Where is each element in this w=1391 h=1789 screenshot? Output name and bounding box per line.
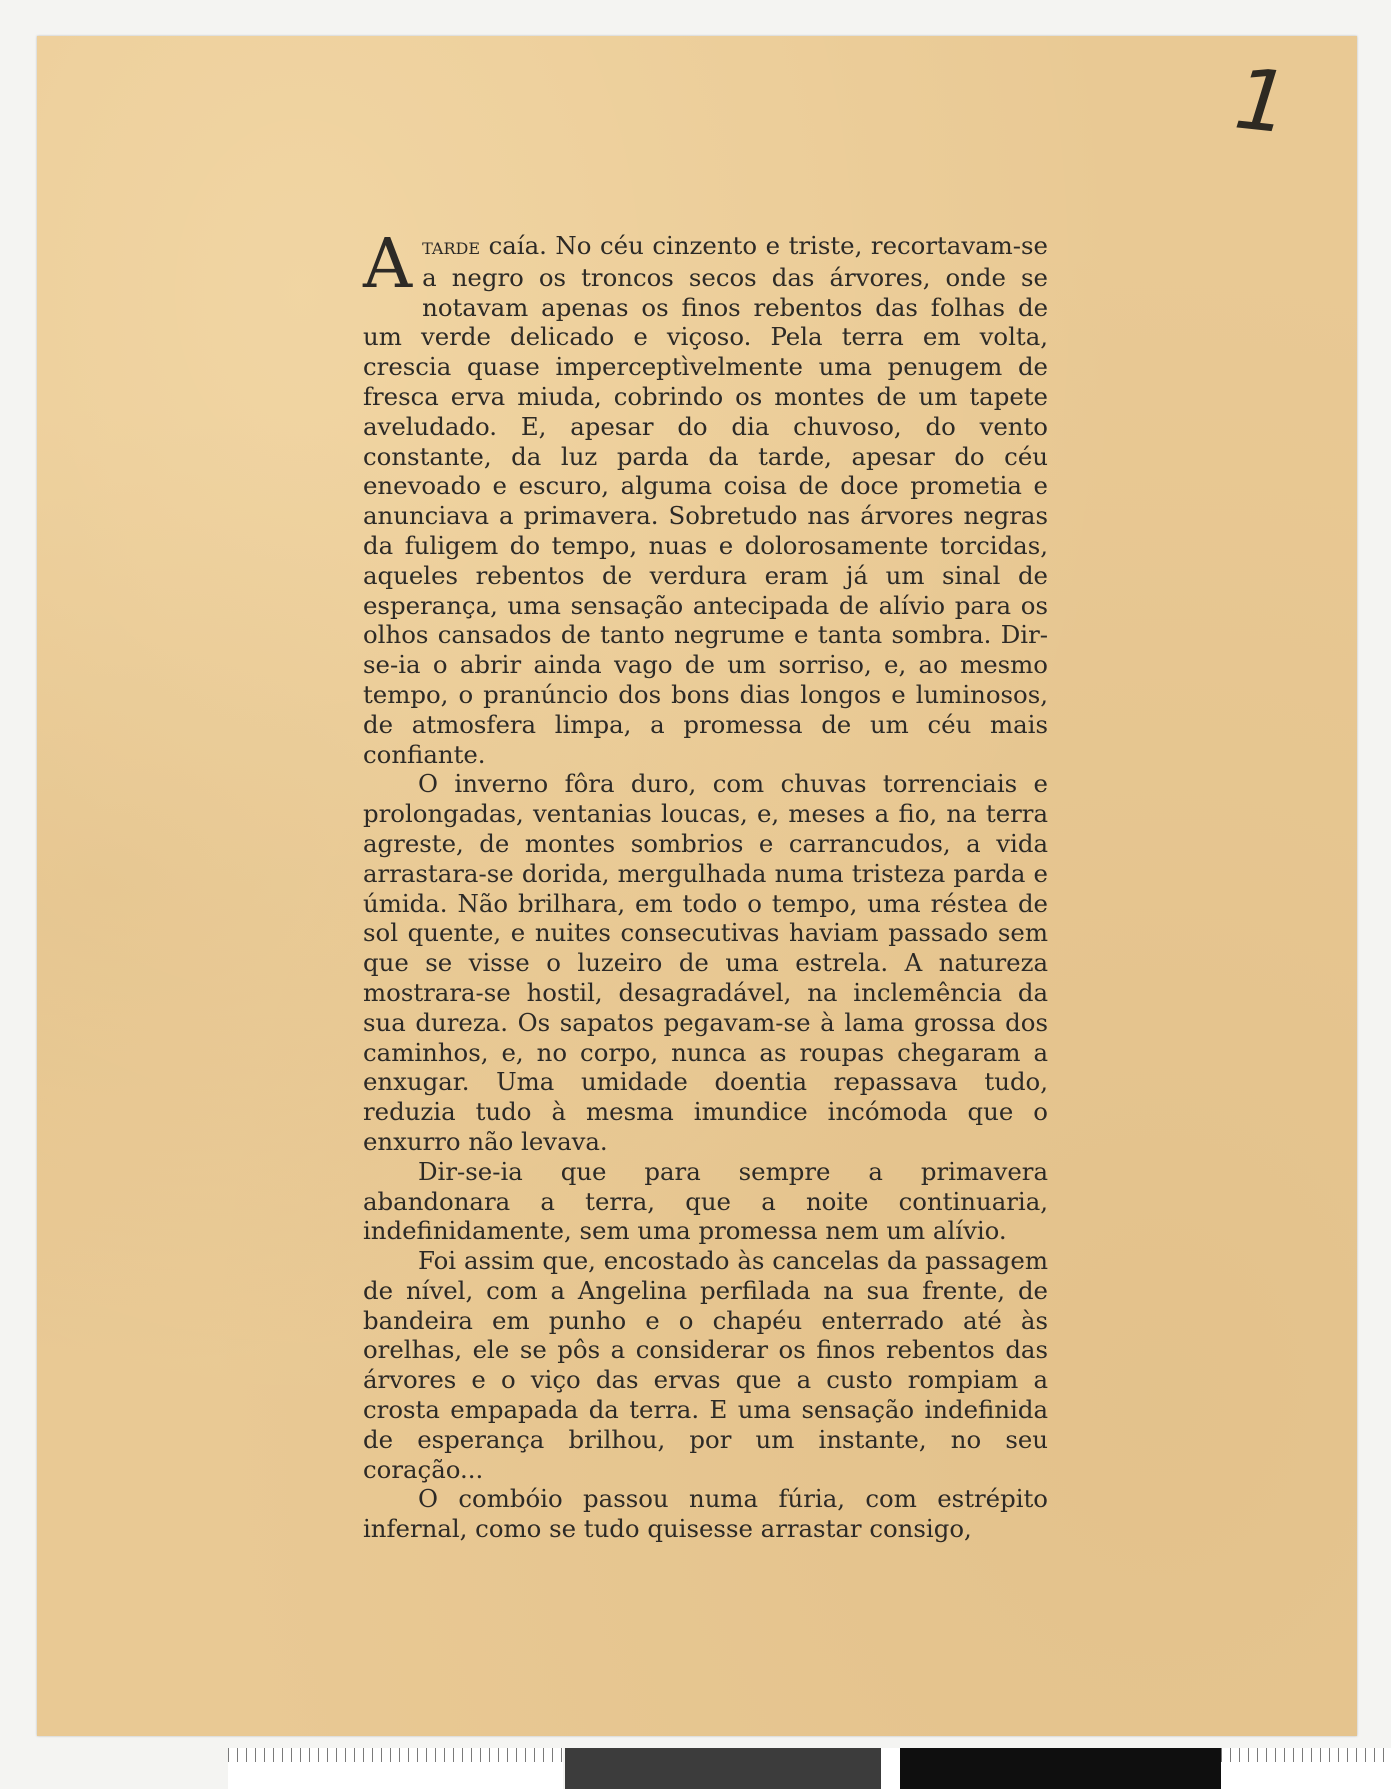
body-text [363,225,1048,1544]
drop-cap: A [363,225,413,304]
paragraph-5: O combóio passou numa fúria, com estrépito infernal, como se tudo quisesse arrastar consigo, [363,1484,1048,1544]
paragraph-3: Dir-se-ia que para sempre a primavera abandonara a terra, que a noite continuaria, indefinidamente, sem uma promessa nem um alívio. [363,1156,1048,1246]
paragraph-2: O inverno fôra duro, com chuvas torrenciais e prolongadas, ventanias loucas, e, meses a fio, na terra agreste, de montes sombrios e carrancudos, a vida arrastara-se dorida, mergulhada numa tristeza parda e úmida. Não brilhara, em todo o tempo, uma réstea de sol quente, e nuites consecutivas haviam passado sem que se visse o luzeiro de uma estrela. A natureza mostrara-se hostil, desagradável, na inclemência da sua dureza. Os sapatos pegavam-se à lama grossa dos caminhos, e, no corpo, nunca as roupas chegaram a enxugar. Uma umidade doentia repassava tudo, reduzia tudo à mesma imundice incómoda que o enxurro não levava. [363,769,1048,1156]
ruler-scale-right [1221,1748,1391,1789]
ruler-scale-left [228,1748,563,1789]
paragraph-1 [363,225,1048,769]
grey-patch [565,1748,881,1789]
handwritten-page-number: 1 [1230,49,1294,153]
ruler-gap [881,1748,900,1789]
paragraph-4: Foi assim que, encostado às cancelas da passagem de nível, com a Angelina perfilada na sua frente, de bandeira em punho e o chapéu enterrado até às orelhas, ele se pôs a considerar os finos rebentos das árvores e o viço das ervas que a custo rompiam a crosta empapada da terra. E uma sensação indefinida de esperança brilhou, por um instante, no seu coração... [363,1246,1048,1484]
paragraph-1-text: caía. No céu cinzento e triste, recortavam-se a negro os troncos secos das árvores, onde se notavam apenas os finos rebentos das folhas de um verde delicado e viçoso. Pela terra em volta, crescia quase imperceptìvelmente uma penugem de fresca erva miuda, cobrindo os montes de um tapete aveludado. E, apesar do dia chuvoso, do vento constante, da luz parda da tarde, apesar do céu enevoado e escuro, alguma coisa de doce prometia e anunciava a primavera. Sobretudo nas árvores negras da fuligem do tempo, nuas e dolorosamente torcidas, aqueles rebentos de verdura eram já um sinal de esperança, uma sensação antecipada de alívio para os olhos cansados de tanto negrume e tanta sombra. Dir-se-ia o abrir ainda vago de um sorriso, e, ao mesmo tempo, o pranúncio dos bons dias longos e luminosos, de atmosfera limpa, a promessa de um céu mais confiante. [363,231,1048,769]
color-scale-ruler [228,1748,1391,1789]
black-patch [900,1748,1221,1789]
first-word: tarde [422,234,481,260]
